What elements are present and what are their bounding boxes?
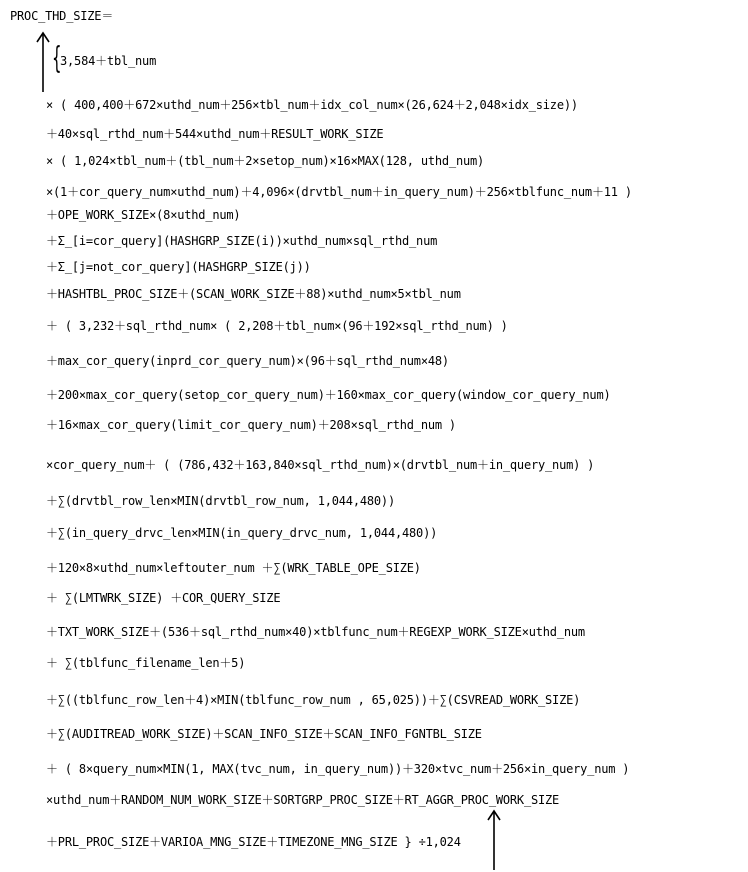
formula-line-14: ×cor_query_num＋ ( (786,432＋163,840×sql_rthd_num)×(drvtbl_num＋in_query_num) ) (46, 458, 595, 472)
formula-line-9: ＋HASHTBL_PROC_SIZE＋(SCAN_WORK_SIZE＋88)×uthd_num×5×tbl_num (46, 287, 461, 301)
open-brace-glyph: { (52, 41, 62, 76)
formula-line-23: ＋ ( 8×query_num×MIN(1, MAX(tvc_num, in_query_num))＋320×tvc_num＋256×in_query_num ) (46, 762, 630, 776)
formula-line-13: ＋16×max_cor_query(limit_cor_query_num)＋208×sql_rthd_num ) (46, 418, 456, 432)
formula-line-5: ×(1＋cor_query_num×uthd_num)＋4,096×(drvtbl_num＋in_query_num)＋256×tblfunc_num＋11 ) (46, 185, 632, 199)
formula-line-22: ＋∑(AUDITREAD_WORK_SIZE)＋SCAN_INFO_SIZE＋SCAN_INFO_FGNTBL_SIZE (46, 727, 482, 741)
formula-line-1: 3,584＋tbl_num (60, 54, 157, 68)
formula-line-20: ＋ ∑(tblfunc_filename_len＋5) (46, 656, 246, 670)
formula-line-6: ＋OPE_WORK_SIZE×(8×uthd_num) (46, 208, 241, 222)
formula-line-12: ＋200×max_cor_query(setop_cor_query_num)＋160×max_cor_query(window_cor_query_num) (46, 388, 611, 402)
formula-line-3: ＋40×sql_rthd_num＋544×uthd_num＋RESULT_WORK_SIZE (46, 127, 384, 141)
formula-line-7: ＋Σ_[i=cor_query](HASHGRP_SIZE(i))×uthd_num×sql_rthd_num (46, 234, 438, 248)
formula-line-25: ＋PRL_PROC_SIZE＋VARIOA_MNG_SIZE＋TIMEZONE_MNG_SIZE } ÷1,024 (46, 835, 461, 849)
formula-line-11: ＋max_cor_query(inprd_cor_query_num)×(96＋sql_rthd_num×48) (46, 354, 449, 368)
formula-line-2: × ( 400,400＋672×uthd_num＋256×tbl_num＋idx_col_num×(26,624＋2,048×idx_size)) (46, 98, 578, 112)
formula-line-18: ＋ ∑(LMTWRK_SIZE) ＋COR_QUERY_SIZE (46, 591, 281, 605)
formula-line-17: ＋120×8×uthd_num×leftouter_num ＋∑(WRK_TABLE_OPE_SIZE) (46, 561, 421, 575)
up-arrow-right-icon (487, 808, 501, 872)
formula-line-16: ＋∑(in_query_drvc_len×MIN(in_query_drvc_num, 1,044,480)) (46, 526, 438, 540)
formula-line-4: × ( 1,024×tbl_num＋(tbl_num＋2×setop_num)×16×MAX(128, uthd_num) (46, 154, 485, 168)
formula-title: PROC_THD_SIZE＝ (10, 9, 114, 23)
formula-line-8: ＋Σ_[j=not_cor_query](HASHGRP_SIZE(j)) (46, 260, 311, 274)
formula-line-21: ＋∑((tblfunc_row_len＋4)×MIN(tblfunc_row_num , 65,025))＋∑(CSVREAD_WORK_SIZE) (46, 693, 581, 707)
up-arrow-left-icon (36, 30, 50, 94)
formula-line-19: ＋TXT_WORK_SIZE＋(536＋sql_rthd_num×40)×tblfunc_num＋REGEXP_WORK_SIZE×uthd_num (46, 625, 585, 639)
formula-line-10: ＋ ( 3,232＋sql_rthd_num× ( 2,208＋tbl_num×(96＋192×sql_rthd_num) ) (46, 319, 508, 333)
formula-line-24: ×uthd_num＋RANDOM_NUM_WORK_SIZE＋SORTGRP_PROC_SIZE＋RT_AGGR_PROC_WORK_SIZE (46, 793, 560, 807)
formula-line-15: ＋∑(drvtbl_row_len×MIN(drvtbl_row_num, 1,044,480)) (46, 494, 395, 508)
